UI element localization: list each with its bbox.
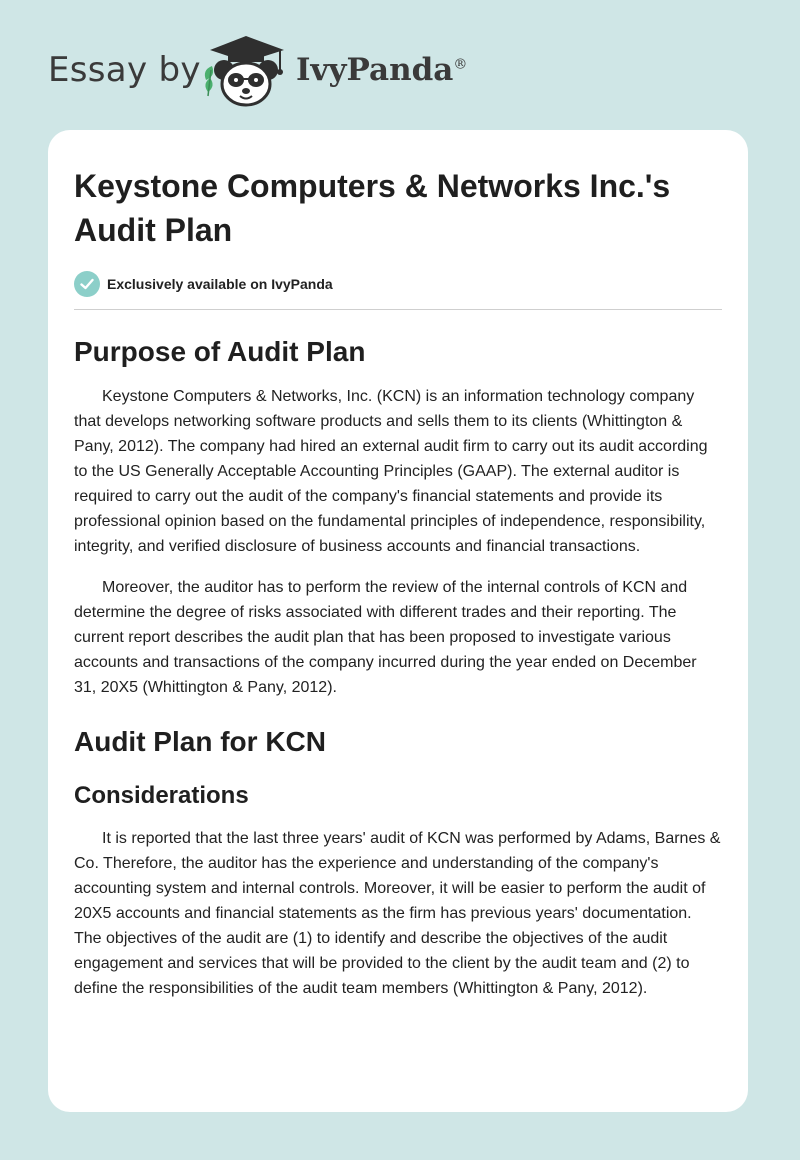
trademark-symbol: ® <box>453 56 468 73</box>
panda-graduate-logo-icon[interactable] <box>200 30 290 110</box>
brand-name[interactable]: IvyPanda® <box>296 52 468 88</box>
paragraph: Moreover, the auditor has to perform the review of the internal controls of KCN and determine the degree of risks associated with different trades and their reporting. The current report describes the audit plan that has been proposed to investigate various accounts and transactions of the company incurred during the year ended on December 31, 20X5 (Whittington & Pany, 2012). <box>74 579 697 696</box>
section-heading: Audit Plan for KCN <box>74 726 326 757</box>
site-header <box>0 0 800 130</box>
exclusive-badge <box>74 271 722 297</box>
badge-label: Exclusively available on IvyPanda <box>107 276 333 292</box>
subsection-heading: Considerations <box>74 782 249 809</box>
paragraph: Keystone Computers & Networks, Inc. (KCN) is an information technology company that develops networking software products and sells them to its clients (Whittington & Pany, 2012). The company had hired an external audit firm to carry out its audit according to the US Generally Acceptable Accounting Principles (GAAP). The external auditor is required to carry out the audit of the company's financial statements and provide its professional opinion based on the fundamental principles of independence, responsibility, integrity, and verified disclosure of business accounts and financial transactions. <box>74 388 708 555</box>
checkmark-icon <box>74 271 100 297</box>
essay-card <box>48 130 748 1112</box>
page-title: Keystone Computers & Networks Inc.'s Audit Plan <box>74 168 671 248</box>
section-heading: Purpose of Audit Plan <box>74 336 366 367</box>
brand-prefix: Essay by <box>48 50 201 90</box>
paragraph: It is reported that the last three years' audit of KCN was performed by Adams, Barnes & Co. Therefore, the auditor has the experience and understanding of the company's accounting system and internal controls. Moreover, it will be easier to perform the audit of 20X5 accounts and financial statements as the firm has previous years' documentation. The objectives of the audit are (1) to identify and describe the objectives of the audit engagement and services that will be provided to the client by the audit team and (2) to define the responsibilities of the audit team members (Whittington & Pany, 2012). <box>74 830 721 997</box>
divider <box>74 309 722 310</box>
